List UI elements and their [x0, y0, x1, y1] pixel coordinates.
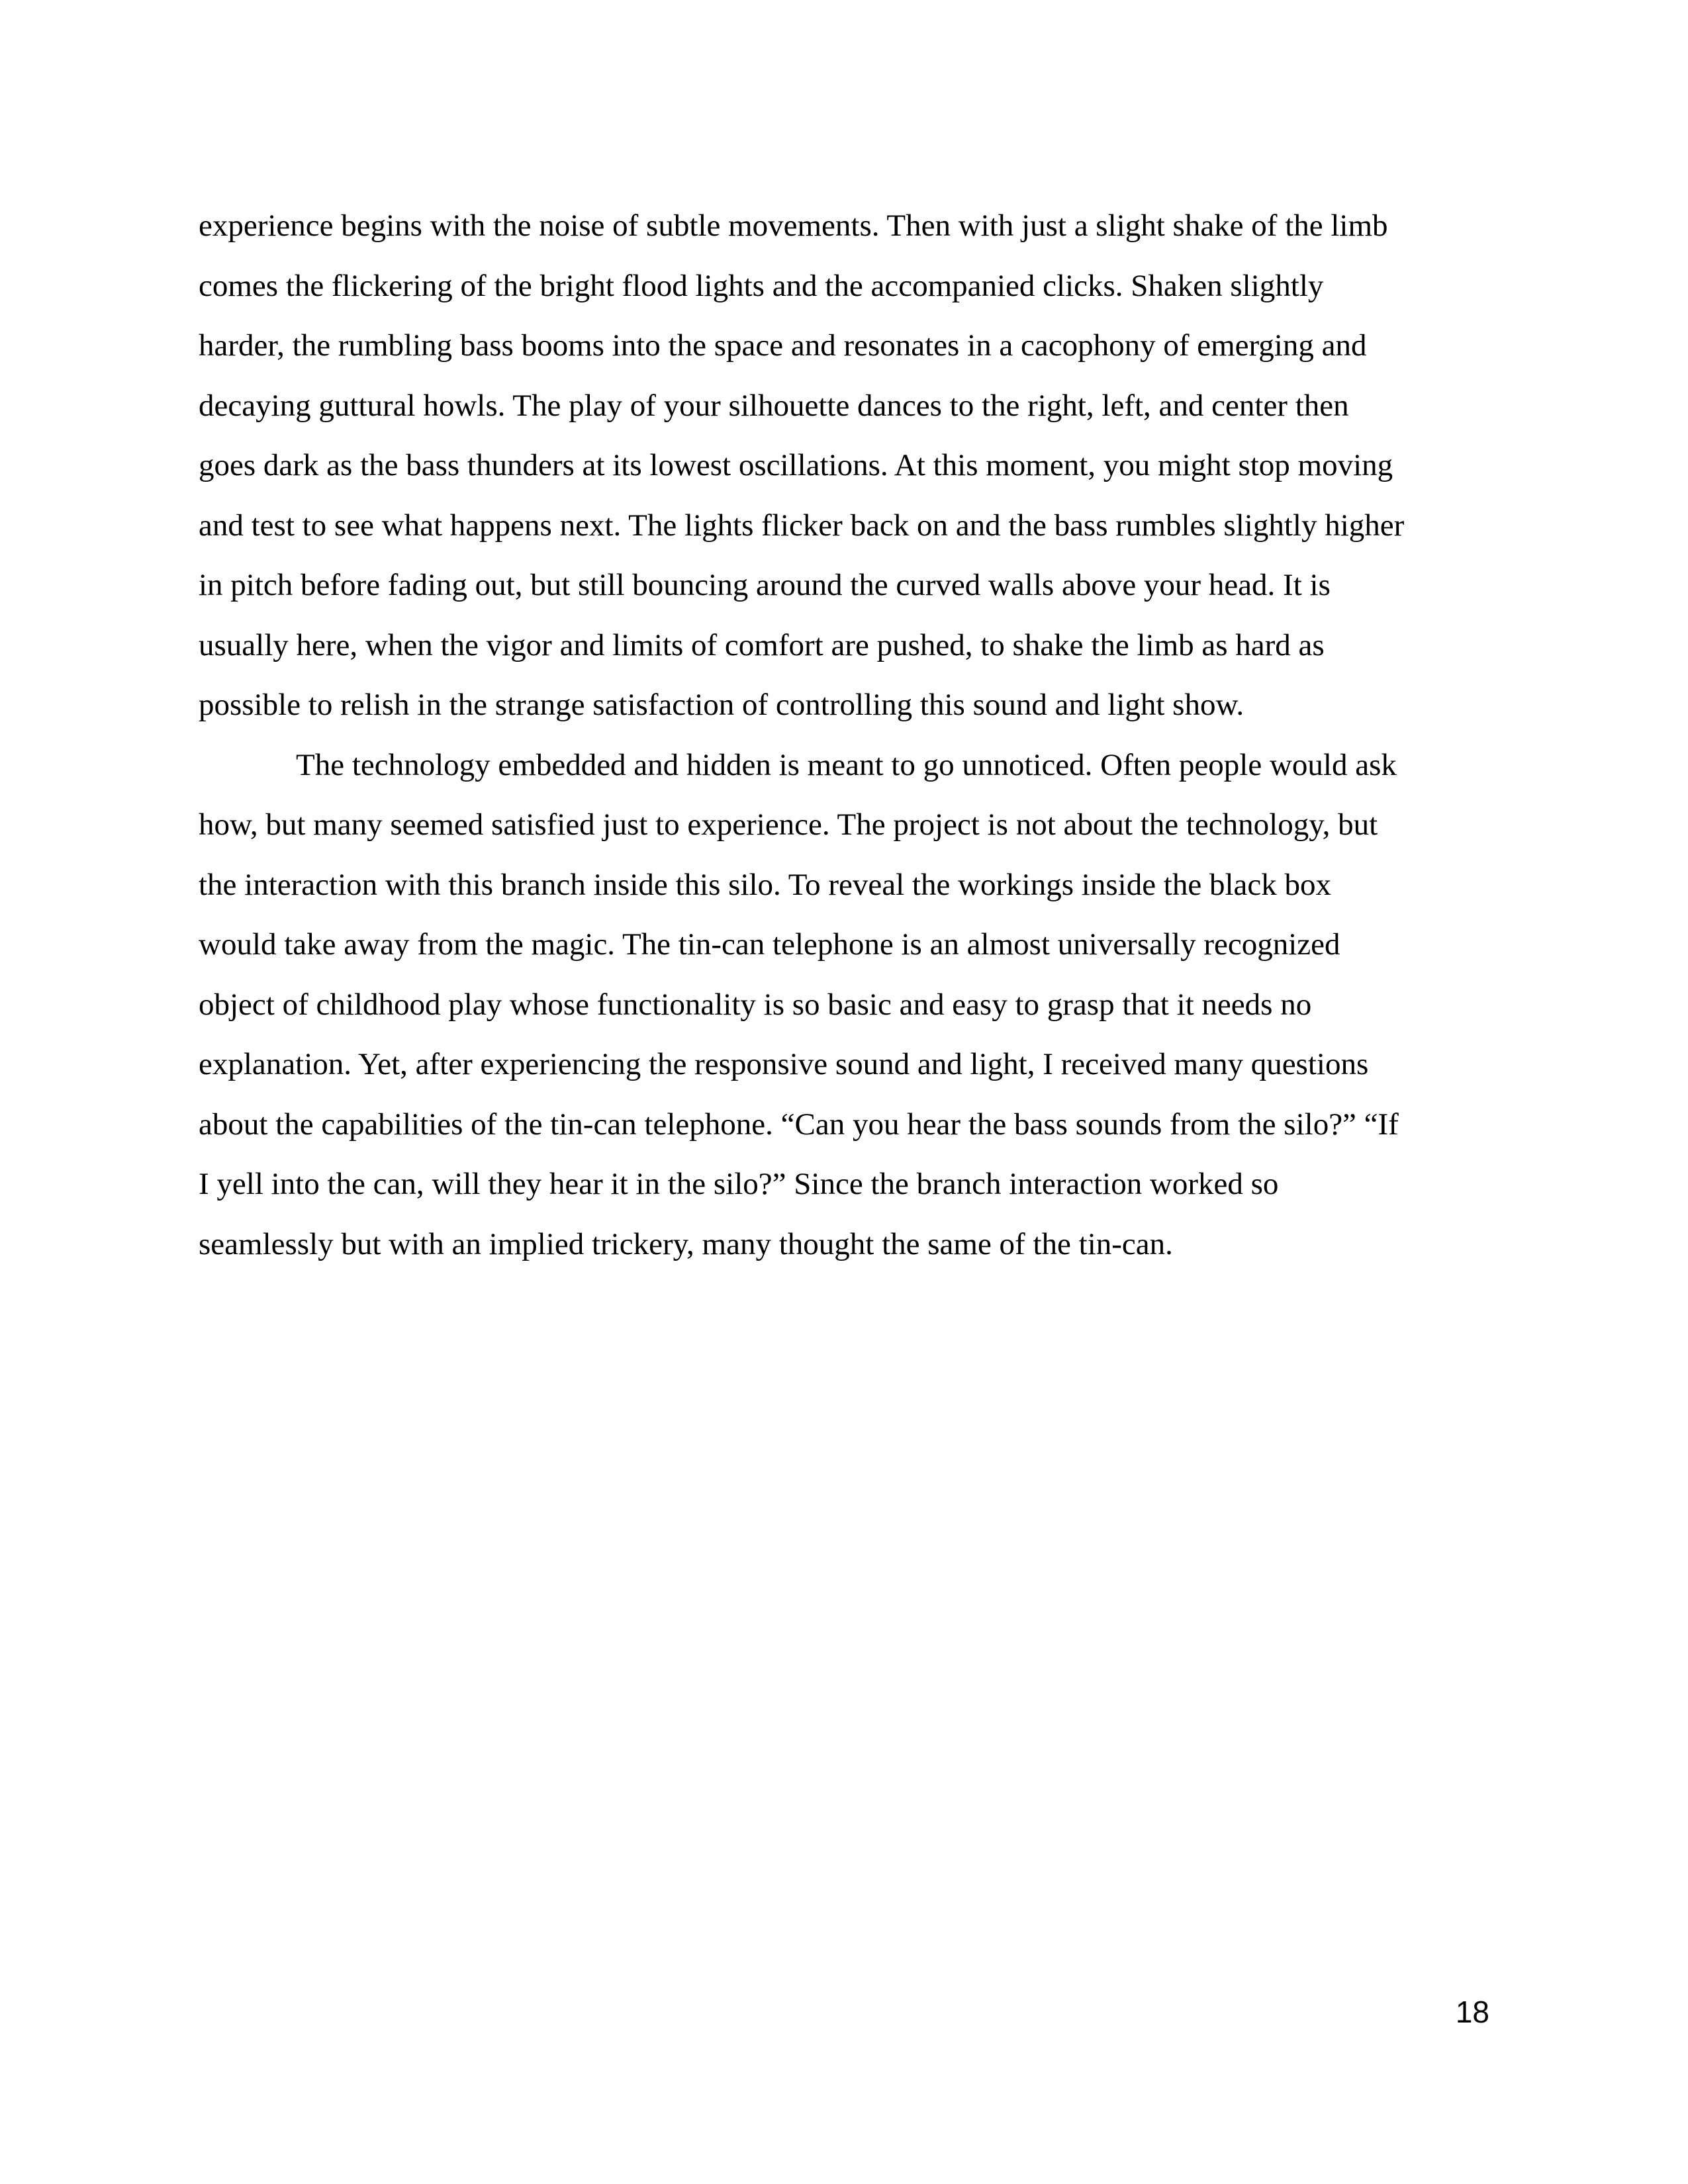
- text-line: seamlessly but with an implied trickery, many thought the same of the tin-can.: [199, 1226, 1173, 1261]
- text-line: usually here, when the vigor and limits of comfort are pushed, to shake the limb as hard as: [199, 627, 1325, 662]
- text-line: would take away from the magic. The tin-can telephone is an almost universally recognized: [199, 927, 1340, 962]
- paragraph-continued: [199, 196, 1493, 735]
- text-line: I yell into the can, will they hear it in the silo?” Since the branch interaction worked so: [199, 1167, 1279, 1201]
- text-line: in pitch before fading out, but still bouncing around the curved walls above your head. It is: [199, 568, 1331, 602]
- text-line: comes the flickering of the bright flood lights and the accompanied clicks. Shaken slightly: [199, 268, 1324, 303]
- text-line: harder, the rumbling bass booms into the space and resonates in a cacophony of emerging and: [199, 328, 1367, 363]
- text-line: goes dark as the bass thunders at its lowest oscillations. At this moment, you might stop moving: [199, 448, 1393, 482]
- text-line: and test to see what happens next. The lights flicker back on and the bass rumbles slightly higher: [199, 508, 1405, 543]
- body-text: [199, 196, 1493, 1274]
- text-line: The technology embedded and hidden is meant to go unnoticed. Often people would ask: [296, 747, 1397, 782]
- text-line: explanation. Yet, after experiencing the responsive sound and light, I received many questions: [199, 1047, 1369, 1081]
- paragraph-technology: [199, 735, 1493, 1275]
- text-line: the interaction with this branch inside this silo. To reveal the workings inside the black box: [199, 867, 1332, 902]
- text-line: object of childhood play whose functionality is so basic and easy to grasp that it needs no: [199, 987, 1312, 1022]
- text-line: about the capabilities of the tin-can telephone. “Can you hear the bass sounds from the silo?” “If: [199, 1107, 1399, 1142]
- text-line: how, but many seemed satisfied just to experience. The project is not about the technology, but: [199, 807, 1378, 842]
- text-line: decaying guttural howls. The play of your silhouette dances to the right, left, and center then: [199, 388, 1349, 423]
- page-number: 18: [1455, 1995, 1489, 2029]
- text-line: experience begins with the noise of subtle movements. Then with just a slight shake of the limb: [199, 208, 1388, 243]
- text-line: possible to relish in the strange satisfaction of controlling this sound and light show.: [199, 688, 1244, 722]
